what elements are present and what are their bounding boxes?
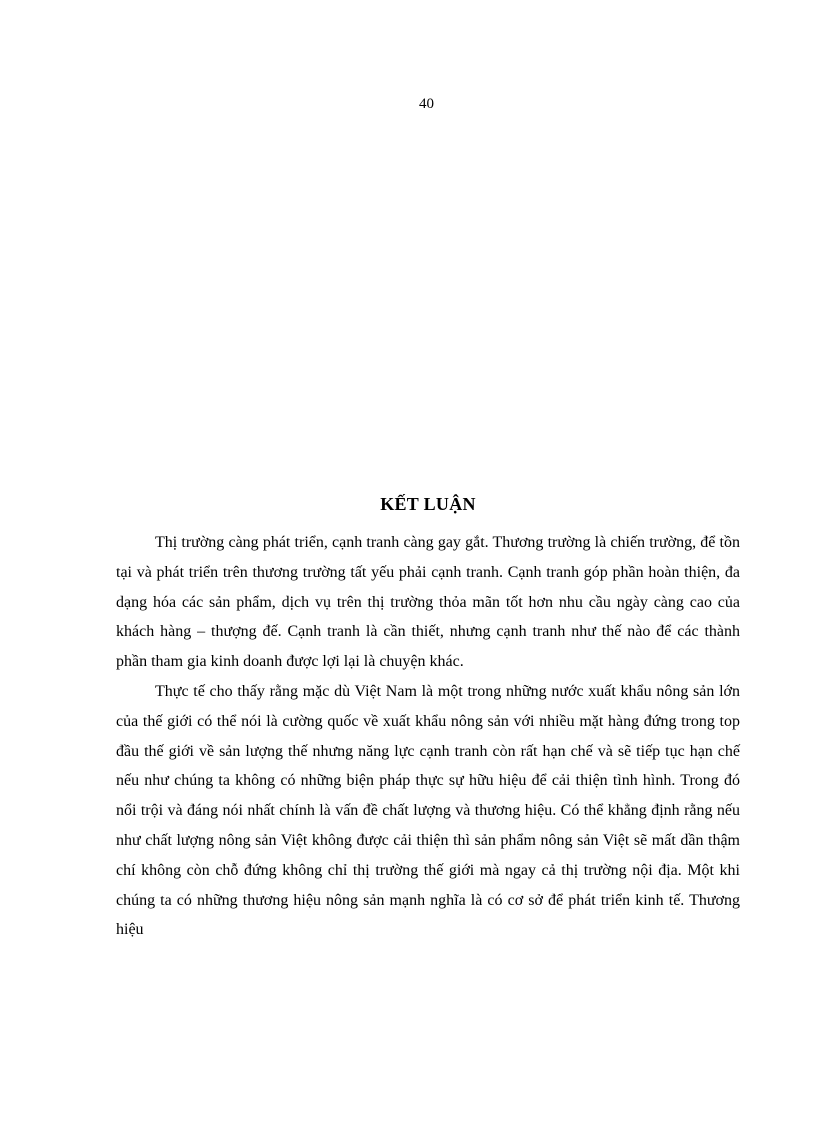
page-number: 40 [419,96,434,112]
section-title: KẾT LUẬN [380,494,476,514]
paragraph-1: Thị trường càng phát triển, cạnh tranh càng gay gắt. Thương trường là chiến trường, để tồn tại và phát triển trên thương trường tất yếu phải cạnh tranh. Cạnh tranh góp phần hoàn thiện, đa dạng hóa các sản phẩm, dịch vụ trên thị trường thỏa mãn tốt hơn nhu cầu ngày càng cao của khách hàng – thượng đế. Cạnh tranh là cần thiết, nhưng cạnh tranh như thế nào để các thành phần tham gia kinh doanh được lợi lại là chuyện khác. [116,534,740,671]
section-body [116,528,740,945]
paragraph-2: Thực tế cho thấy rằng mặc dù Việt Nam là một trong những nước xuất khẩu nông sản lớn của thế giới có thể nói là cường quốc về xuất khẩu nông sản với nhiều mặt hàng đứng trong top đầu thế giới về sản lượng thế nhưng năng lực cạnh tranh còn rất hạn chế và sẽ tiếp tục hạn chế nếu như chúng ta không có những biện pháp thực sự hữu hiệu để cải thiện tình hình. Trong đó nổi trội và đáng nói nhất chính là vấn đề chất lượng và thương hiệu. Có thể khẳng định rằng nếu như chất lượng nông sản Việt không được cải thiện thì sản phẩm nông sản Việt sẽ mất dần thậm chí không còn chỗ đứng không chỉ thị trường thế giới mà ngay cả thị trường nội địa. Một khi chúng ta có những thương hiệu nông sản mạnh nghĩa là có cơ sở để phát triển kinh tế. Thương hiệu [116,682,740,939]
